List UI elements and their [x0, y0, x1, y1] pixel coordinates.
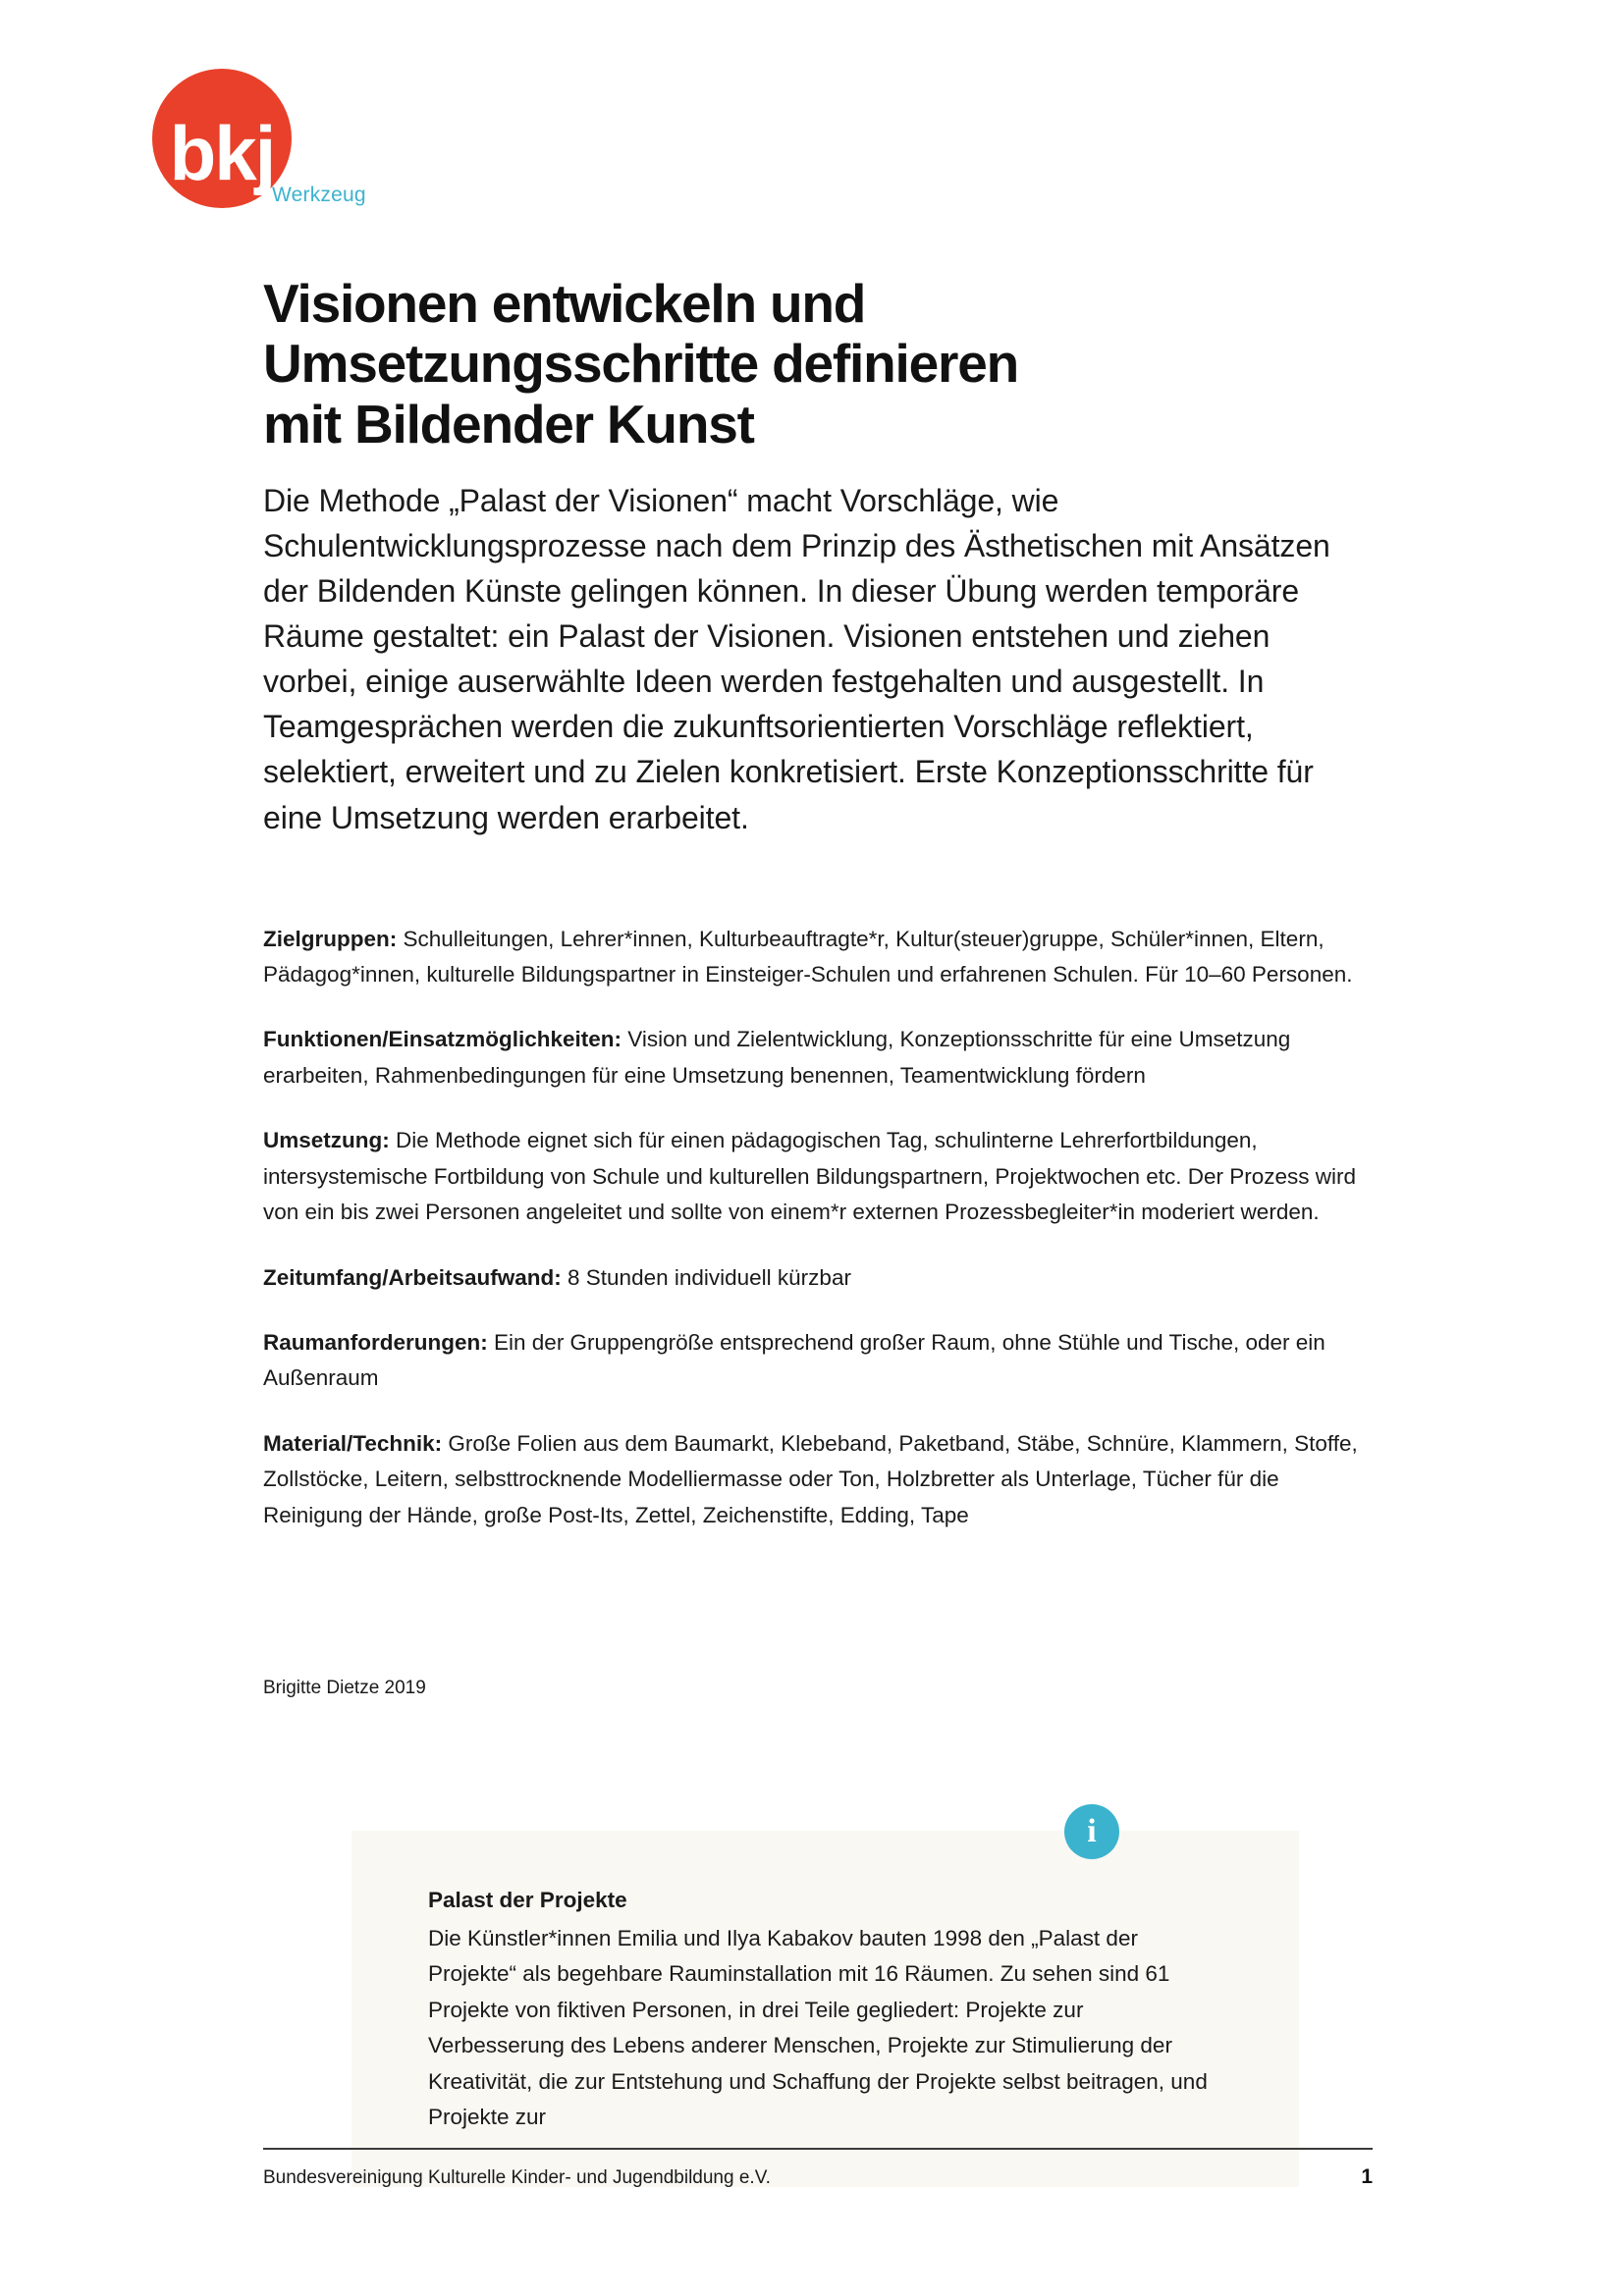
infobox	[351, 1831, 1299, 2187]
metadata-value: Große Folien aus dem Baumarkt, Klebeband, Paketband, Stäbe, Schnüre, Klammern, Stoffe, Zollstöcke, Leitern, selbsttrocknende Modelliermasse oder Ton, Holzbretter als Unterlage, Tücher für die Reinigung der Hände, große Post-Its, Zettel, Zeichenstifte, Edding, Tape	[263, 1430, 1358, 1527]
logo-wordmark: bkj	[169, 110, 275, 196]
metadata-value: Vision und Zielentwicklung, Konzeptionsschritte für eine Umsetzung erarbeiten, Rahmenbedingungen für eine Umsetzung benennen, Teamentwicklung fördern	[263, 1027, 1291, 1088]
title-line-2: Umsetzungsschritte definieren	[263, 333, 1018, 395]
metadata-label: Raumanforderungen:	[263, 1330, 488, 1355]
metadata-item-umsetzung	[263, 1123, 1363, 1230]
metadata-list	[263, 899, 1363, 1533]
infobox-body: Die Künstler*innen Emilia und Ilya Kabakov bauten 1998 den „Palast der Projekte“ als begehbare Rauminstallation mit 16 Räumen. Zu sehen sind 61 Projekte von fiktiven Personen, in drei Teile gegliedert: Projekte zur Verbesserung des Lebens anderer Menschen, Projekte zur Stimulierung der Kreativität, die zur Entstehung und Schaffung der Projekte selbst beitragen, und Projekte zur	[428, 1926, 1208, 2130]
metadata-label: Zielgruppen:	[263, 926, 398, 951]
metadata-label: Zeitumfang/Arbeitsaufwand:	[263, 1264, 562, 1290]
page-title	[263, 274, 1373, 455]
metadata-item-material	[263, 1426, 1363, 1533]
bkj-logo	[152, 69, 407, 206]
metadata-item-raumanforderungen	[263, 1325, 1363, 1397]
metadata-item-zeitumfang	[263, 1260, 1363, 1296]
infobox-title: Palast der Projekte	[428, 1888, 627, 1912]
metadata-label: Umsetzung:	[263, 1128, 390, 1153]
metadata-value: Ein der Gruppengröße entsprechend großer Raum, ohne Stühle und Tische, oder ein Außenraum	[263, 1330, 1325, 1391]
footer-organisation: Bundesvereinigung Kulturelle Kinder- und Jugendbildung e.V.	[263, 2167, 771, 2188]
metadata-value: Die Methode eignet sich für einen pädagogischen Tag, schulinterne Lehrerfortbildungen, intersystemische Fortbildung von Schule und kulturellen Bildungspartnern, Projektwochen etc. Der Prozess wird von ein bis zwei Personen angeleitet und sollte von einem*r externen Prozessbegleiter*in moderiert werden.	[263, 1128, 1357, 1225]
info-icon: i	[1064, 1804, 1119, 1859]
metadata-item-zielgruppen	[263, 922, 1363, 993]
intro-paragraph: Die Methode „Palast der Visionen“ macht Vorschläge, wie Schulentwicklungsprozesse nach dem Prinzip des Ästhetischen mit Ansätzen der Bildenden Künste gelingen können. In dieser Übung werden temporäre Räume gestaltet: ein Palast der Visionen. Visionen entstehen und ziehen vorbei, einige auserwählte Ideen werden festgehalten und ausgestellt. In Teamgesprächen werden die zukunftsorientierten Vorschläge reflektiert, selektiert, erweitert und zu Zielen konkretisiert. Erste Konzeptionsschritte für eine Umsetzung werden erarbeitet.	[263, 483, 1330, 835]
metadata-item-funktionen	[263, 1022, 1363, 1094]
metadata-label: Funktionen/Einsatzmöglichkeiten:	[263, 1027, 622, 1052]
title-line-3: mit Bildender Kunst	[263, 394, 754, 455]
logo-subtitle: Werkzeug	[272, 184, 366, 206]
metadata-value: 8 Stunden individuell kürzbar	[561, 1264, 851, 1290]
author-credit: Brigitte Dietze 2019	[263, 1678, 426, 1698]
page-number: 1	[1361, 2165, 1373, 2188]
title-line-1: Visionen entwickeln und	[263, 272, 866, 334]
metadata-value: Schulleitungen, Lehrer*innen, Kulturbeauftragte*r, Kultur(steuer)gruppe, Schüler*innen, Eltern, Pädagog*innen, kulturelle Bildungspartner in Einsteiger-Schulen und erfahrenen Schulen. Für 10–60 Personen.	[263, 926, 1353, 987]
metadata-label: Material/Technik:	[263, 1430, 443, 1456]
footer-divider	[263, 2148, 1373, 2150]
